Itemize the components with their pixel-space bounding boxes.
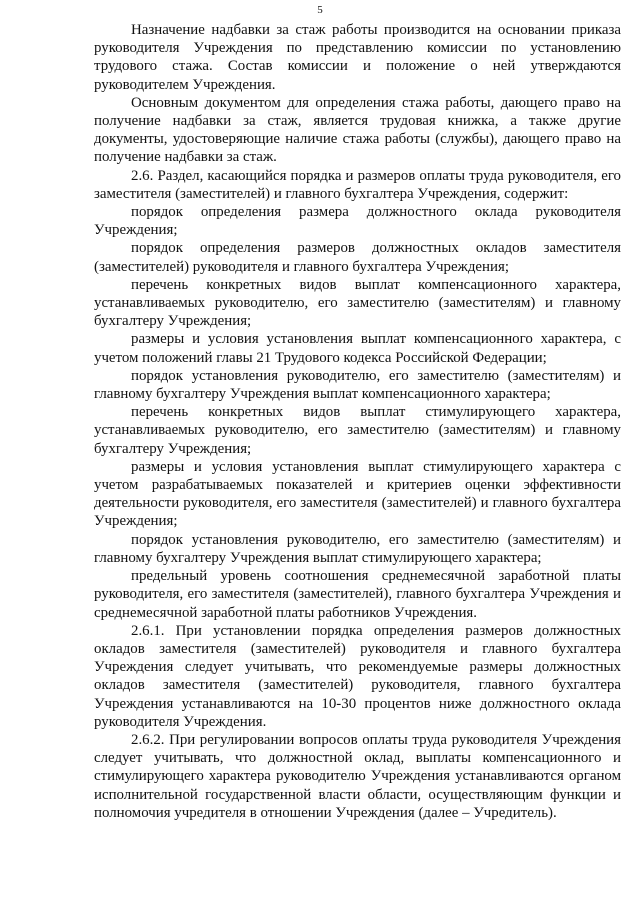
paragraph-section-2-6-1: 2.6.1. При установлении порядка определения размеров должностных окладов заместителя (заместителей) руководителя и главного бухгалтера Учреждения следует учитывать, что рекомендуемые размеры должностных окладов заместителя (заместителей) руководителя, главного бухгалтера Учреждения устанавливаются на 10-30 процентов ниже должностного оклада руководителя Учреждения. xyxy=(94,622,621,730)
list-item-director-salary-order: порядок определения размера должностного оклада руководителя Учреждения; xyxy=(94,204,621,239)
list-item-incentive-order: порядок установления руководителю, его заместителю (заместителям) и главному бухгалтеру Учреждения выплат стимулирующего характера; xyxy=(94,531,621,566)
list-item-compensation-types: перечень конкретных видов выплат компенсационного характера, устанавливаемых руководителю, его заместителю (заместителям) и главному бухгалтеру Учреждения; xyxy=(94,276,621,330)
document-body xyxy=(94,21,621,822)
list-item-compensation-conditions: размеры и условия установления выплат компенсационного характера, с учетом положений главы 21 Трудового кодекса Российской Федерации; xyxy=(94,331,621,366)
paragraph-section-2-6: 2.6. Раздел, касающийся порядка и размеров оплаты труда руководителя, его заместителя (заместителей) и главного бухгалтера Учреждения, содержит: xyxy=(94,167,621,202)
paragraph-bonus-appointment: Назначение надбавки за стаж работы производится на основании приказа руководителя Учреждения по представлению комиссии по установлению трудового стажа. Состав комиссии и положение о ней утверждаются руководителем Учреждения. xyxy=(94,22,621,93)
list-item-compensation-order: порядок установления руководителю, его заместителю (заместителям) и главному бухгалтеру Учреждения выплат компенсационного характера; xyxy=(94,367,621,403)
list-item-incentive-types: перечень конкретных видов выплат стимулирующего характера, устанавливаемых руководителю, его заместителю (заместителям) и главному бухгалтеру Учреждения; xyxy=(94,404,621,457)
paragraph-main-document: Основным документом для определения стажа работы, дающего право на получение надбавки за стаж, является трудовая книжка, а также другие документы, удостоверяющие наличие стажа работы (службы), дающего право на получение надбавки за стаж. xyxy=(94,94,621,166)
list-item-incentive-conditions: размеры и условия установления выплат стимулирующего характера с учетом разрабатываемых показателей и критериев оценки эффективности деятельности руководителя, его заместителя (заместителей) и главного бухгалтера Учреждения; xyxy=(94,458,621,530)
list-item-deputy-salary-order: порядок определения размеров должностных окладов заместителя (заместителей) руководителя и главного бухгалтера Учреждения; xyxy=(94,240,621,275)
page-number: 5 xyxy=(317,4,323,16)
list-item-salary-ratio: предельный уровень соотношения среднемесячной заработной платы руководителя, его заместителя (заместителей), главного бухгалтера Учреждения и среднемесячной заработной платы работников Учреждения. xyxy=(94,568,621,621)
paragraph-section-2-6-2: 2.6.2. При регулировании вопросов оплаты труда руководителя Учреждения следует учитывать, что должностной оклад, выплаты компенсационного и стимулирующего характера руководителю Учреждения устанавливаются органом исполнительной государственной власти области, осуществляющим функции и полномочия учредителя в отношении Учреждения (далее – Учредитель). xyxy=(94,731,621,821)
